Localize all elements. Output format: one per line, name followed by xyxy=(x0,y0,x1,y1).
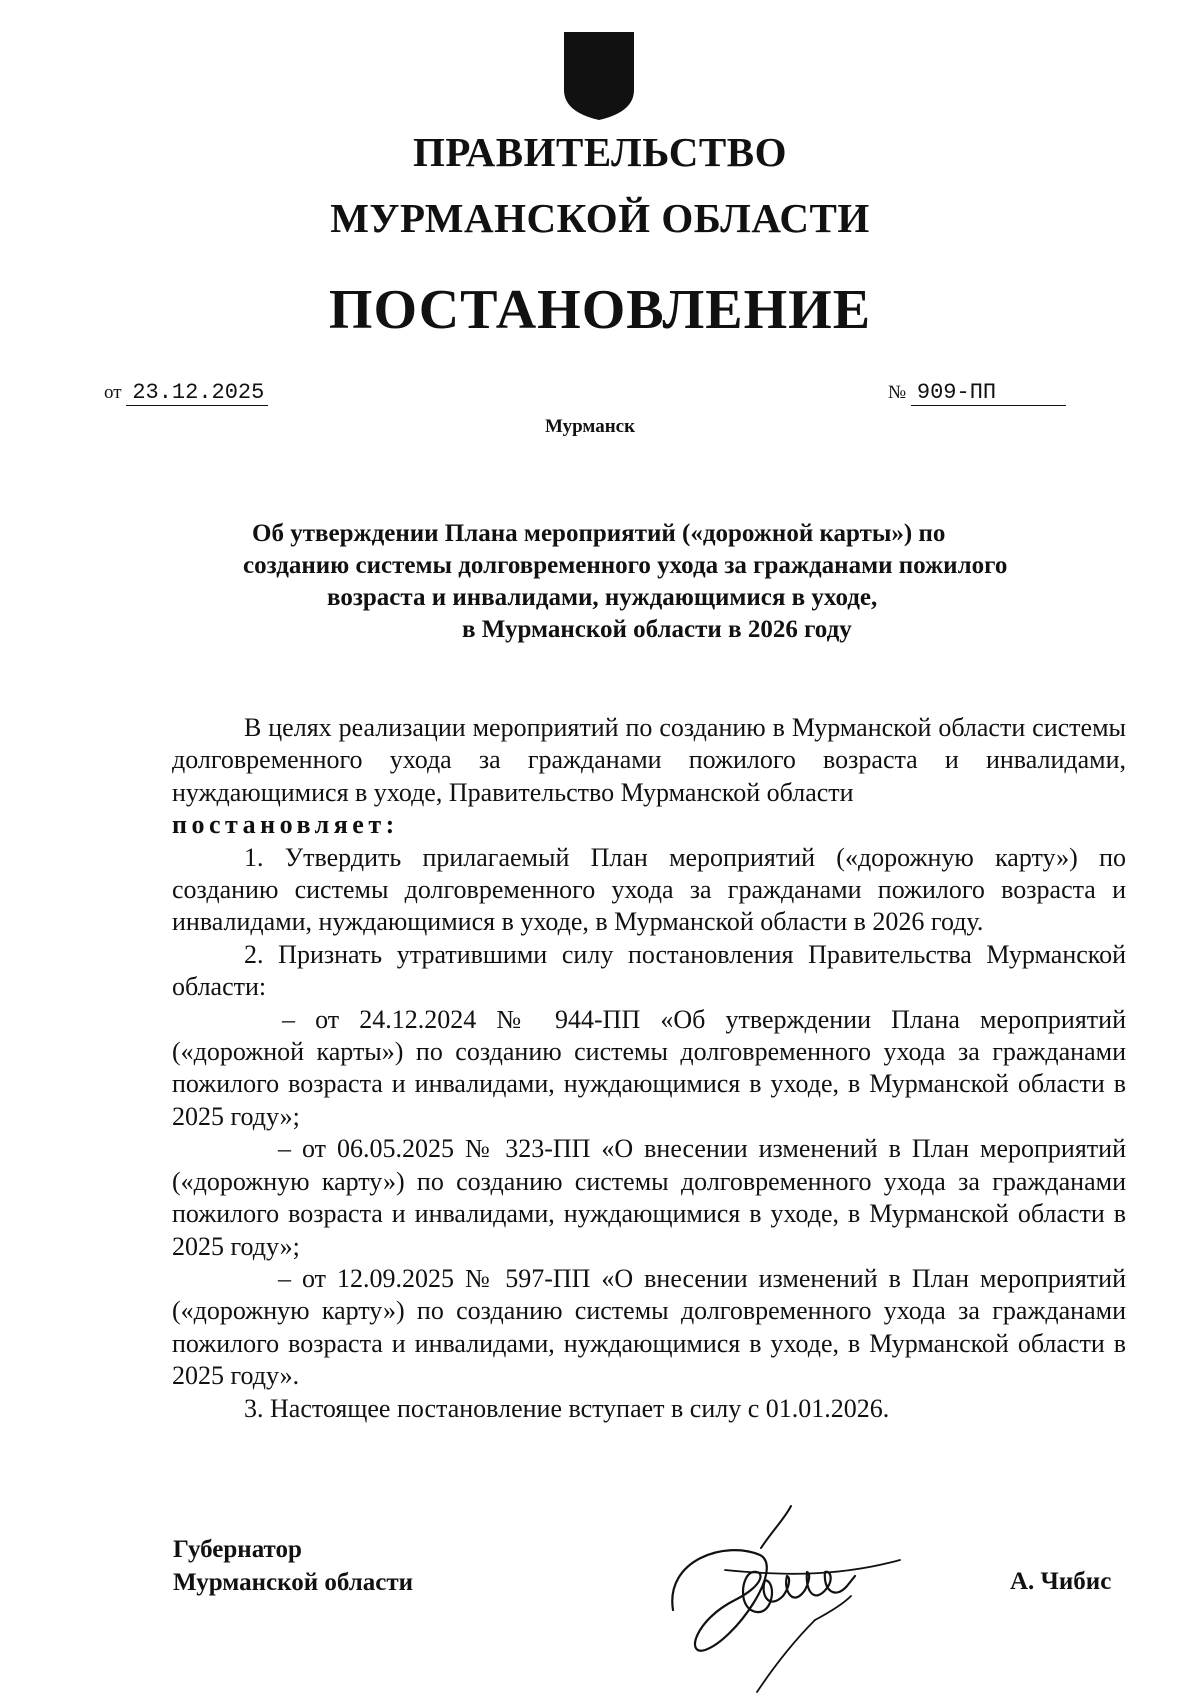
position-line2: Мурманской области xyxy=(173,1569,414,1596)
decree-word: постановляет: xyxy=(172,810,399,840)
item-3: 3. Настоящее постановление вступает в силу с 01.01.2026. xyxy=(244,1393,890,1423)
item-2-c: – от 12.09.2025 № 597-ПП «О внесении изменений в План мероприятий («дорожную карту») по созданию системы долговременного ухода за гражданами пожилого возраста и инвалидами, нуждающимися в уходе, в Мурманской области в 2025 году». xyxy=(172,1263,1126,1391)
subject-line3: возраста и инвалидами, нуждающимися в уходе, xyxy=(327,584,878,611)
document-body xyxy=(172,712,1126,1425)
subject-line4: в Мурманской области в 2026 году xyxy=(462,616,852,643)
date-value: 23.12.2025 xyxy=(126,381,268,406)
coat-of-arms-icon xyxy=(562,30,636,122)
date-prefix: от xyxy=(104,382,122,403)
handwritten-signature xyxy=(665,1500,910,1696)
org-title-line2: МУРМАНСКОЙ ОБЛАСТИ xyxy=(330,195,870,241)
preamble: В целях реализации мероприятий по созданию в Мурманской области системы долговременного ухода за гражданами пожилого возраста и инвалидами, нуждающимися в уходе, Правительство Мурманской области xyxy=(172,713,1126,807)
document-date xyxy=(104,380,268,406)
org-title-line1: ПРАВИТЕЛЬСТВО xyxy=(412,129,788,175)
item-2-b: – от 06.05.2025 № 323-ПП «О внесении изменений в План мероприятий («дорожную карту») по созданию системы долговременного ухода за гражданами пожилого возраста и инвалидами, нуждающимися в уходе, в Мурманской области в 2025 году»; xyxy=(172,1134,1126,1261)
signatory-name: А. Чибис xyxy=(1010,1568,1112,1595)
document-number xyxy=(888,380,1066,406)
signatory-position xyxy=(173,1533,413,1599)
subject-line1: Об утверждении Плана мероприятий («дорожной карты») по xyxy=(252,520,946,547)
position-line1: Губернатор xyxy=(173,1536,302,1563)
subject-line2: созданию системы долговременного ухода за гражданами пожилого xyxy=(243,552,1008,579)
document-type: ПОСТАНОВЛЕНИЕ xyxy=(328,279,872,341)
item-2-a: – от 24.12.2024 № 944-ПП «Об утверждении Плана мероприятий («дорожной карты») по созданию системы долговременного ухода за гражданами пожилого возраста и инвалидами, нуждающимися в уходе, в Мурманской области в 2025 году»; xyxy=(172,1004,1126,1131)
item-1: 1. Утвердить прилагаемый План мероприятий («дорожную карту») по созданию системы долговременного ухода за гражданами пожилого возраста и инвалидами, нуждающимися в уходе, в Мурманской области в 2026 году. xyxy=(172,842,1126,937)
number-value: 909-ПП xyxy=(911,381,1066,406)
number-prefix: № xyxy=(888,382,907,403)
item-2: 2. Признать утратившими силу постановления Правительства Мурманской области: xyxy=(172,939,1126,1002)
city: Мурманск xyxy=(544,416,636,437)
